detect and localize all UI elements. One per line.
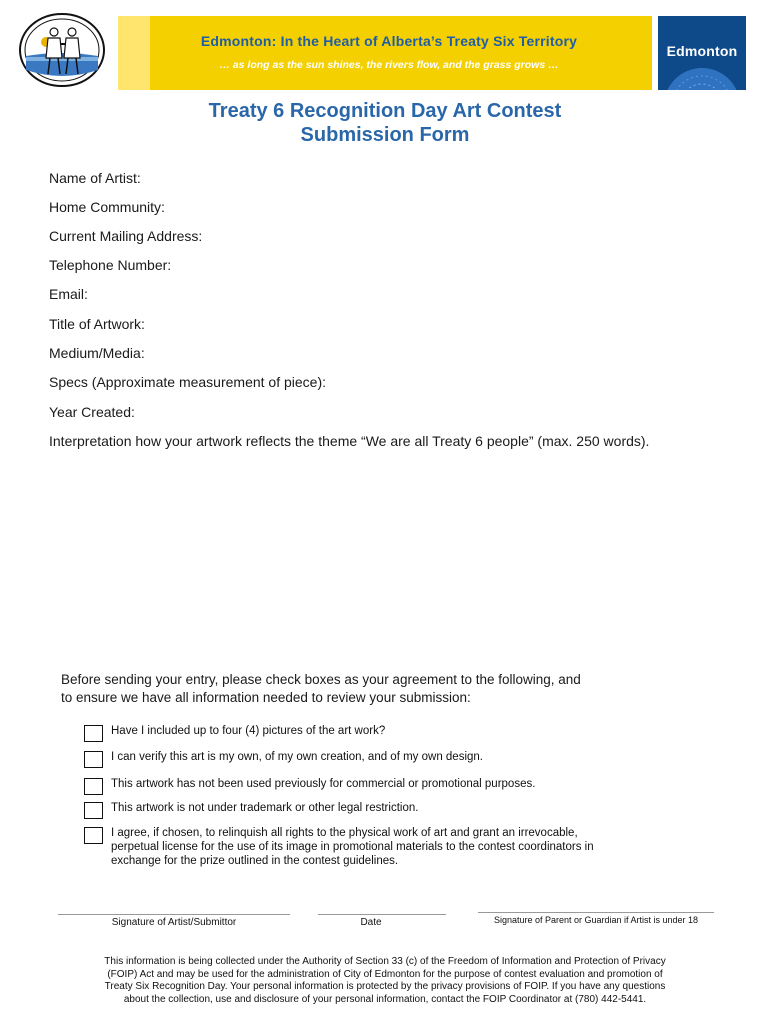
- artist-signature-line[interactable]: [58, 914, 290, 915]
- checkbox-not-used-commercially[interactable]: [84, 778, 103, 795]
- checkbox-agree-license[interactable]: [84, 827, 103, 844]
- header-banner: [118, 16, 652, 90]
- foip-notice-line3: Treaty Six Recognition Day. Your personal information is protected by the privacy provisions of FOIP. If you have any questions: [104, 981, 666, 992]
- field-specs: Specs (Approximate measurement of piece):: [49, 374, 327, 390]
- field-name-of-artist: Name of Artist:: [49, 170, 141, 186]
- field-interpretation: Interpretation how your artwork reflects the theme “We are all Treaty 6 people” (max. 250 words).: [49, 433, 650, 449]
- field-mailing-address: Current Mailing Address:: [49, 228, 203, 244]
- checkbox-pictures[interactable]: [84, 725, 103, 742]
- field-telephone: Telephone Number:: [49, 257, 172, 273]
- banner-accent: [118, 16, 150, 90]
- foip-notice: [44, 956, 726, 1006]
- checkbox-label-pictures: Have I included up to four (4) pictures of the art work?: [111, 725, 386, 737]
- field-title-of-artwork: Title of Artwork:: [49, 316, 145, 332]
- checkbox-label-agree-license-line3: exchange for the prize outlined in the contest guidelines.: [111, 855, 399, 867]
- checkbox-label-no-trademark: This artwork is not under trademark or other legal restriction.: [111, 802, 419, 814]
- checkbox-label-agree-license-line1: I agree, if chosen, to relinquish all rights to the physical work of art and grant an irrevocable,: [111, 827, 578, 839]
- field-year-created: Year Created:: [49, 404, 135, 420]
- artist-signature-label: Signature of Artist/Submittor: [111, 917, 237, 928]
- form-title-line1: Treaty 6 Recognition Day Art Contest: [208, 100, 562, 122]
- foip-notice-line4: about the collection, use and disclosure of your personal information, contact the FOIP Coordinator at (780) 442-5441.: [123, 993, 647, 1005]
- checkbox-no-trademark[interactable]: [84, 802, 103, 819]
- logo-wordmark: Edmonton: [666, 43, 738, 59]
- guardian-signature-label: Signature of Parent or Guardian if Artist is under 18: [493, 915, 699, 925]
- foip-notice-line2: (FOIP) Act and may be used for the administration of City of Edmonton for the purpose of contest evaluation and promotion of: [107, 968, 663, 980]
- date-line[interactable]: [318, 914, 446, 915]
- date-label: Date: [360, 917, 382, 928]
- edmonton-logo: [658, 16, 746, 90]
- checkbox-label-not-used-commercially: This artwork has not been used previously for commercial or promotional purposes.: [111, 778, 536, 790]
- foip-notice-line1: This information is being collected under the Authority of Section 33 (c) of the Freedom of Information and Protection of Privacy: [104, 956, 666, 967]
- checkbox-label-agree-license-line2: perpetual license for the use of its image in promotional materials to the contest coordinators in: [111, 841, 594, 853]
- guardian-signature-line[interactable]: [478, 912, 714, 913]
- form-title-line2: Submission Form: [300, 124, 470, 146]
- banner-subtitle: … as long as the sun shines, the rivers flow, and the grass grows …: [219, 59, 559, 71]
- banner-title: Edmonton: In the Heart of Alberta’s Treaty Six Territory: [200, 33, 578, 49]
- field-email: Email:: [49, 286, 88, 302]
- checklist-intro-line2: to ensure we have all information needed to review your submission:: [61, 690, 471, 705]
- checkbox-own-work[interactable]: [84, 751, 103, 768]
- checkbox-label-own-work: I can verify this art is my own, of my own creation, and of my own design.: [111, 751, 483, 763]
- field-medium: Medium/Media:: [49, 345, 145, 361]
- checklist-intro-line1: Before sending your entry, please check boxes as your agreement to the following, and: [61, 672, 581, 687]
- treaty-seal-logo: [18, 12, 106, 88]
- field-home-community: Home Community:: [49, 199, 165, 215]
